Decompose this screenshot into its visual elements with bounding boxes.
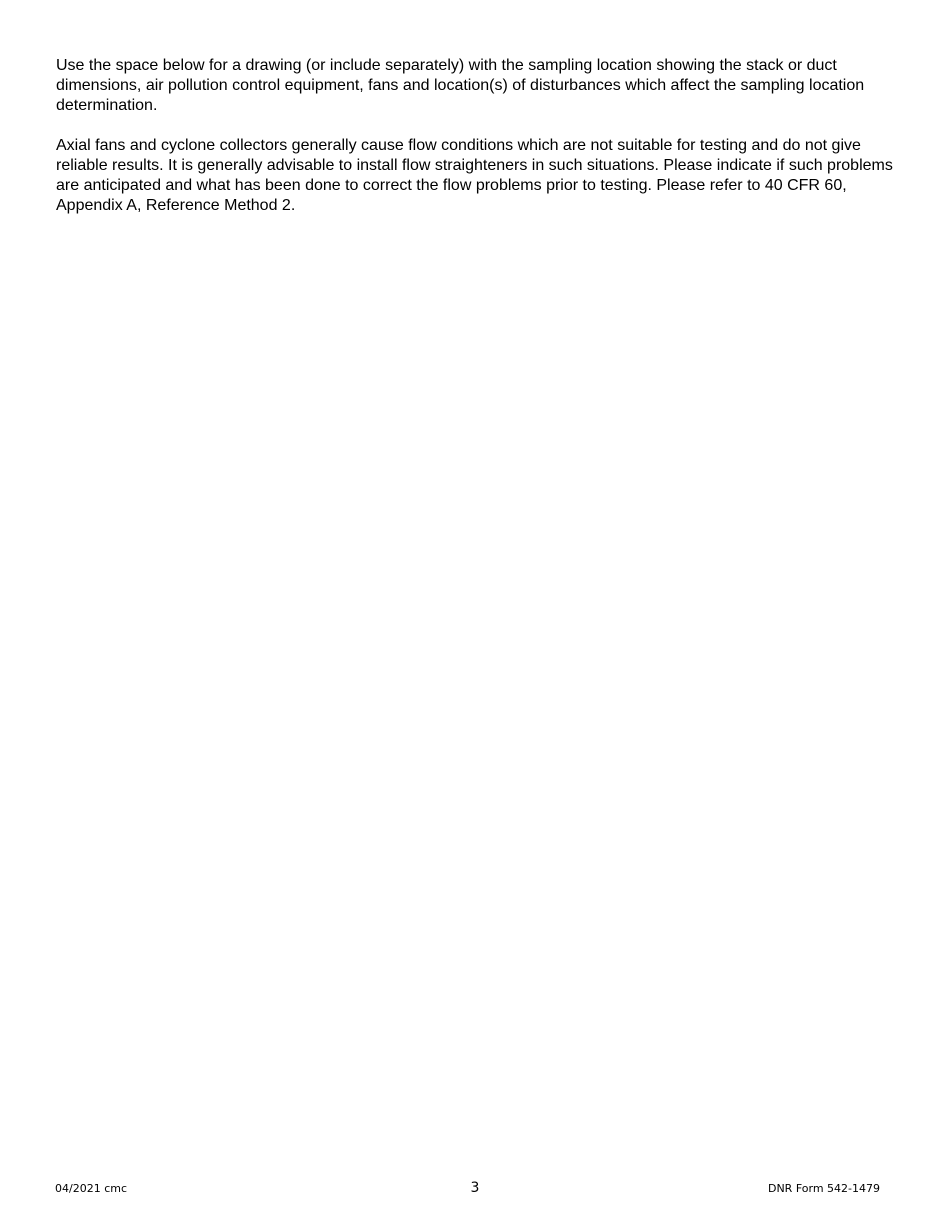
drawing-space[interactable] <box>56 230 894 1160</box>
page-footer <box>0 1178 950 1202</box>
revision-date: 04/2021 cmc <box>55 1182 128 1195</box>
page-number: 3 <box>470 1180 480 1196</box>
form-number: DNR Form 542-1479 <box>767 1182 880 1195</box>
instructions-section <box>56 56 906 216</box>
flow-conditions-paragraph: Axial fans and cyclone collectors generally cause flow conditions which are not suitable for testing and do not give reliable results. It is generally advisable to install flow straighteners in such situations. Please indicate if such problems are anticipated and what has been done to correct the flow problems prior to testing. Please refer to 40 CFR 60, Appendix A, Reference Method 2. <box>56 137 893 214</box>
drawing-instructions-paragraph: Use the space below for a drawing (or include separately) with the sampling location showing the stack or duct dimensions, air pollution control equipment, fans and location(s) of disturbances which affect the sampling location determination. <box>56 57 865 114</box>
